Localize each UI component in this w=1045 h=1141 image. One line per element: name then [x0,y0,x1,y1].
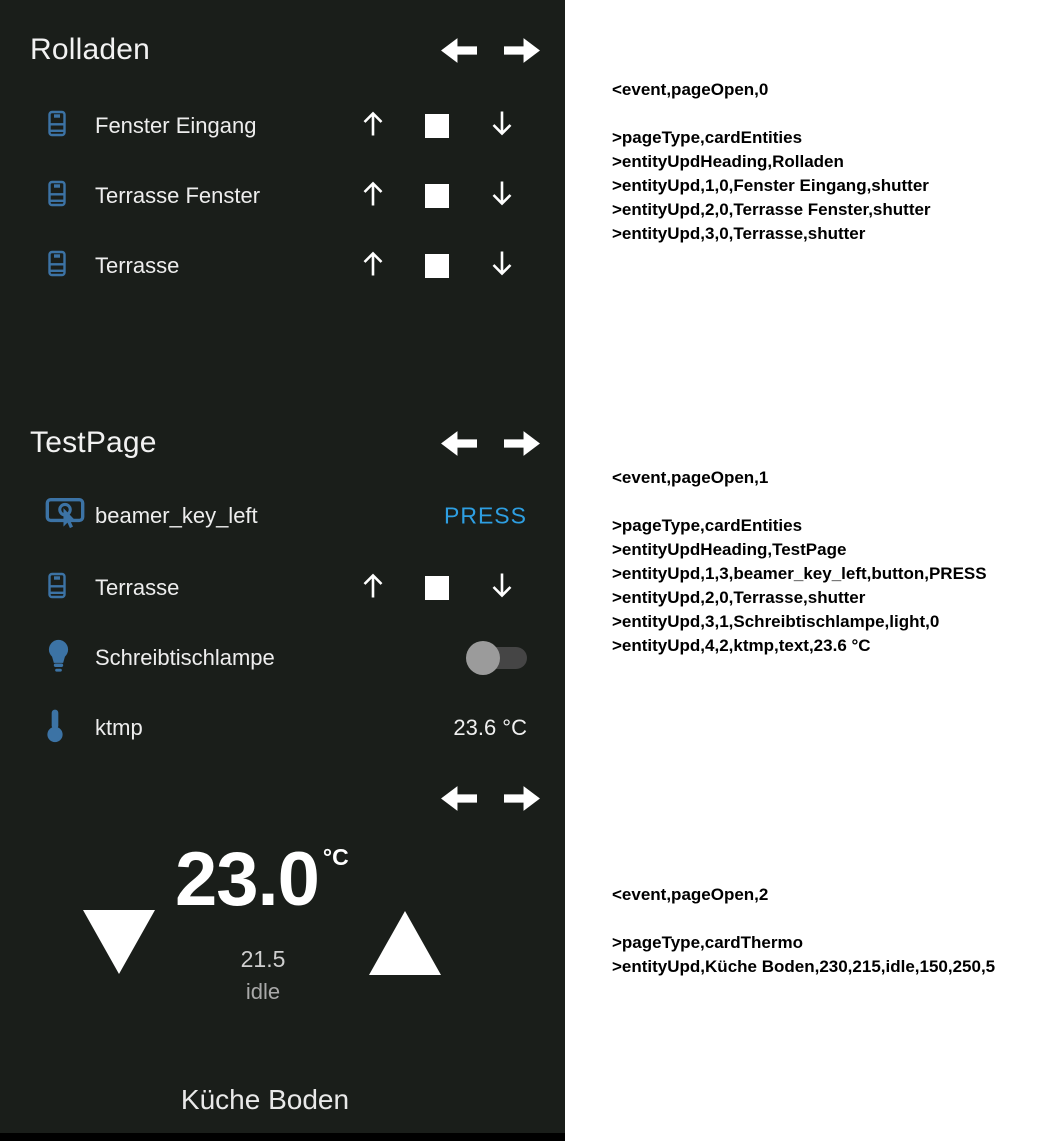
log-line: >entityUpdHeading,TestPage [612,540,847,559]
log-line: >entityUpd,3,0,Terrasse,shutter [612,224,866,243]
log-line: >entityUpd,3,1,Schreibtischlampe,light,0 [612,612,940,631]
entity-row [0,492,565,540]
serial-log-page0 [612,78,931,246]
nav-left-arrow-button[interactable] [440,428,477,459]
shutter-down-button[interactable] [487,108,517,145]
entity-row [0,704,565,752]
screen-bottom-strip [0,1133,565,1141]
entity-label: Terrasse Fenster [95,183,261,208]
log-line: >pageType,cardThermo [612,933,803,952]
page-nav [440,783,541,814]
light-toggle[interactable] [469,647,527,669]
shutter-up-button[interactable] [358,570,388,607]
log-line: >entityUpd,1,0,Fenster Eingang,shutter [612,176,929,195]
window-shutter-icon [45,178,69,215]
thermo-increase-button[interactable] [368,910,442,981]
entity-label: Fenster Eingang [95,113,257,138]
log-event-line: <event,pageOpen,2 [612,885,769,904]
page-title: Rolladen [30,33,151,66]
shutter-stop-button[interactable] [425,254,449,278]
entity-row [0,564,565,612]
toggle-knob [466,641,500,675]
page-nav [440,428,541,459]
thermo-setpoint: 21.5 [240,946,286,972]
shutter-stop-button[interactable] [425,114,449,138]
nav-left-arrow-button[interactable] [440,783,477,814]
serial-log-page1 [612,466,987,658]
log-event-line: <event,pageOpen,1 [612,468,769,487]
nav-right-arrow-button[interactable] [504,428,541,459]
shutter-down-button[interactable] [487,248,517,285]
log-line: >entityUpd,1,3,beamer_key_left,button,PRESS [612,564,987,583]
thermo-state: idle [245,979,281,1004]
entity-value: 23.6 °C [453,715,527,740]
entity-label: beamer_key_left [95,503,258,528]
lightbulb-icon [45,638,72,679]
log-event-line: <event,pageOpen,0 [612,80,769,99]
entity-label: ktmp [95,715,143,740]
log-line: >entityUpdHeading,Rolladen [612,152,844,171]
shutter-up-button[interactable] [358,178,388,215]
nav-left-arrow-button[interactable] [440,35,477,66]
gesture-tap-button-icon [45,496,85,537]
log-line: >entityUpd,4,2,ktmp,text,23.6 °C [612,636,871,655]
entity-row [0,102,565,150]
log-line: >pageType,cardEntities [612,516,803,535]
shutter-down-button[interactable] [487,570,517,607]
page-title: TestPage [30,426,157,459]
shutter-stop-button[interactable] [425,576,449,600]
shutter-down-button[interactable] [487,178,517,215]
shutter-stop-button[interactable] [425,184,449,208]
thermo-temp-value: 23.0 [175,837,319,922]
entity-row [0,634,565,682]
window-shutter-icon [45,108,69,145]
entity-label: Terrasse [95,253,180,278]
log-line: >entityUpd,2,0,Terrasse Fenster,shutter [612,200,931,219]
entity-label: Terrasse [95,575,180,600]
thermo-temp-unit: °C [322,844,349,870]
shutter-up-button[interactable] [358,108,388,145]
press-button[interactable]: PRESS [444,502,527,529]
log-line: >entityUpd,2,0,Terrasse,shutter [612,588,866,607]
entity-row [0,242,565,290]
log-line: >entityUpd,Küche Boden,230,215,idle,150,250,5 [612,957,996,976]
log-line: >pageType,cardEntities [612,128,803,147]
serial-log-page2 [612,883,995,979]
nav-right-arrow-button[interactable] [504,35,541,66]
entity-label: Schreibtischlampe [95,645,275,670]
thermo-entity-name: Küche Boden [180,1084,350,1115]
entity-row [0,172,565,220]
thermometer-icon [45,708,65,749]
thermo-decrease-button[interactable] [82,909,156,980]
thermo-current-temp [175,837,405,922]
nav-right-arrow-button[interactable] [504,783,541,814]
page-nav [440,35,541,66]
window-shutter-icon [45,248,69,285]
window-shutter-icon [45,570,69,607]
shutter-up-button[interactable] [358,248,388,285]
